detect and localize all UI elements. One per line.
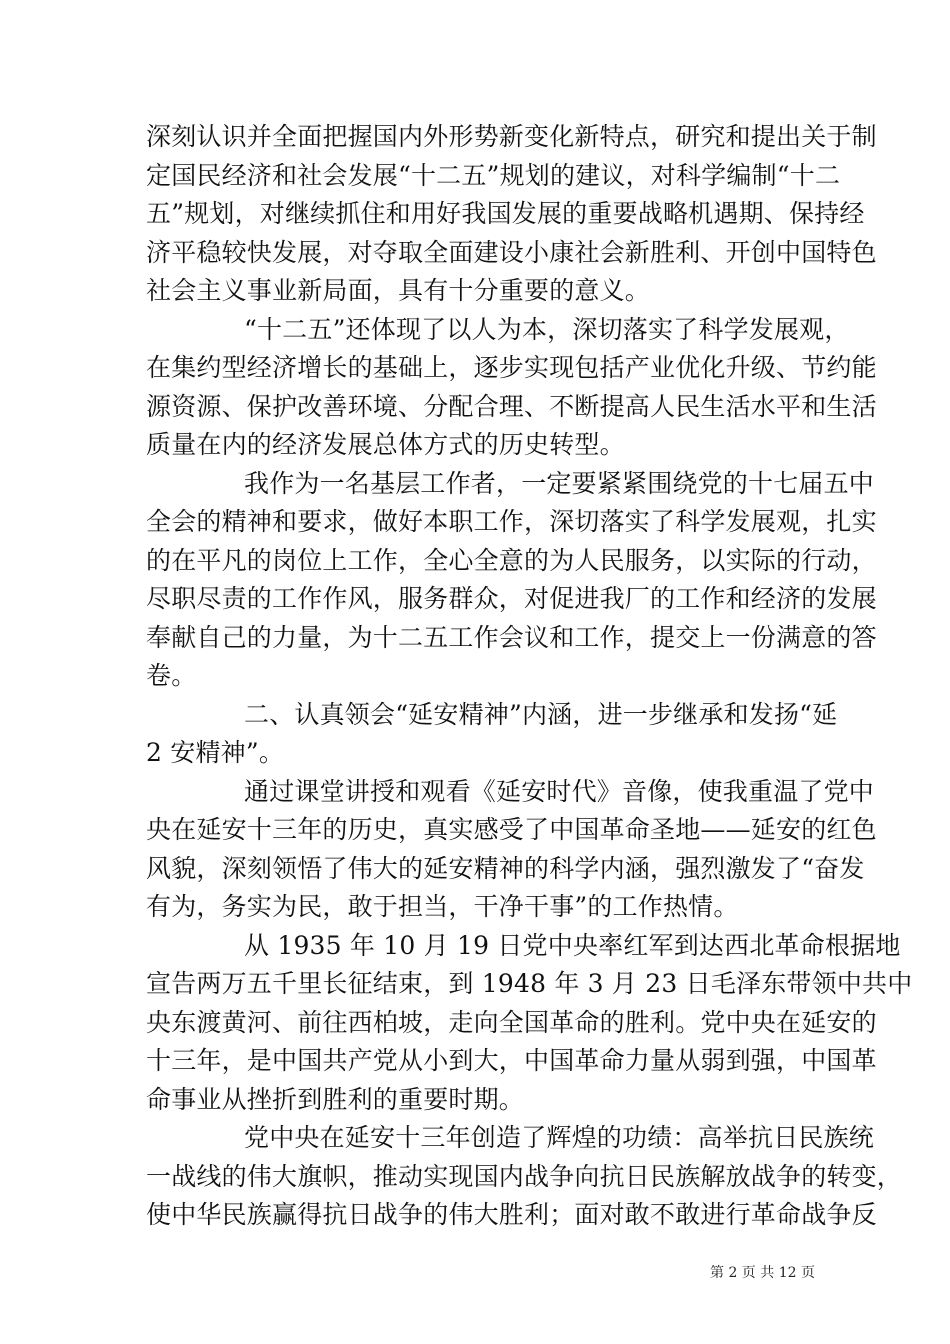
- text-line: 一战线的伟大旗帜，推动实现国内战争向抗日民族解放战争的转变，: [146, 1161, 903, 1191]
- text-line: 二、认真领会“延安精神”内涵，进一步继承和发扬“延: [244, 699, 838, 729]
- paragraph: [146, 773, 877, 927]
- text-line: 社会主义事业新局面，具有十分重要的意义。: [146, 276, 651, 305]
- text-line: 源资源、保护改善环境、分配合理、不断提高人民生活水平和生活: [146, 391, 877, 421]
- text-line: 风貌，深刻领悟了伟大的延安精神的科学内涵，强烈激发了“奋发: [146, 853, 865, 883]
- text-line: 质量在内的经济发展总体方式的历史转型。: [146, 430, 625, 459]
- text-line: 十三年，是中国共产党从小到大，中国革命力量从弱到强，中国革: [146, 1046, 877, 1075]
- text-line: 党中央在延安十三年创造了辉煌的功绩：高举抗日民族统: [244, 1123, 875, 1152]
- text-line: 命事业从挫折到胜利的重要时期。: [146, 1084, 525, 1114]
- text-line: 五”规划，对继续抓住和用好我国发展的重要战略机遇期、保持经: [146, 199, 865, 228]
- text-line: 有为，务实为民，敢于担当，干净干事”的工作热情。: [146, 892, 739, 921]
- text-line: 在集约型经济增长的基础上，逐步实现包括产业优化升级、节约能: [146, 353, 877, 382]
- document-body: [146, 118, 913, 1235]
- text-line: “十二五”还体现了以人为本，深切落实了科学发展观，: [244, 314, 850, 344]
- text-line: 我作为一名基层工作者，一定要紧紧围绕党的十七届五中: [244, 468, 875, 498]
- page-number-footer: 第 2 页 共 12 页: [710, 1265, 815, 1281]
- text-line: 的在平凡的岗位上工作，全心全意的为人民服务，以实际的行动，: [146, 545, 877, 575]
- text-line: 定国民经济和社会发展“十二五”规划的建议，对科学编制“十二: [146, 160, 841, 190]
- text-line: 宣告两万五千里长征结束，到 1948 年 3 月 23 日毛泽东带领中共中: [146, 969, 913, 998]
- paragraph: [146, 927, 913, 1120]
- text-line: 卷。: [146, 661, 197, 690]
- paragraph: [146, 311, 877, 465]
- text-line: 济平稳较快发展，对夺取全面建设小康社会新胜利、开创中国特色: [146, 237, 877, 267]
- paragraph: [146, 465, 877, 696]
- paragraph: [146, 696, 838, 773]
- text-line: 2 安精神”。: [146, 738, 285, 767]
- text-line: 奉献自己的力量，为十二五工作会议和工作，提交上一份满意的答: [146, 622, 877, 652]
- text-line: 使中华民族赢得抗日战争的伟大胜利；面对敢不敢进行革命战争反: [146, 1200, 877, 1229]
- text-line: 全会的精神和要求，做好本职工作，深切落实了科学发展观，扎实: [146, 507, 877, 536]
- text-line: 通过课堂讲授和观看《延安时代》音像，使我重温了党中: [244, 776, 875, 806]
- paragraph: [146, 1119, 903, 1235]
- text-line: 央东渡黄河、前往西柏坡，走向全国革命的胜利。党中央在延安的: [146, 1007, 877, 1037]
- text-line: 尽职尽责的工作作风，服务群众，对促进我厂的工作和经济的发展: [146, 584, 877, 613]
- paragraph: [146, 118, 877, 311]
- text-line: 深刻认识并全面把握国内外形势新变化新特点，研究和提出关于制: [146, 122, 877, 151]
- text-line: 从 1935 年 10 月 19 日党中央率红军到达西北革命根据地: [244, 930, 901, 960]
- text-line: 央在延安十三年的历史，真实感受了中国革命圣地——延安的红色: [146, 815, 877, 844]
